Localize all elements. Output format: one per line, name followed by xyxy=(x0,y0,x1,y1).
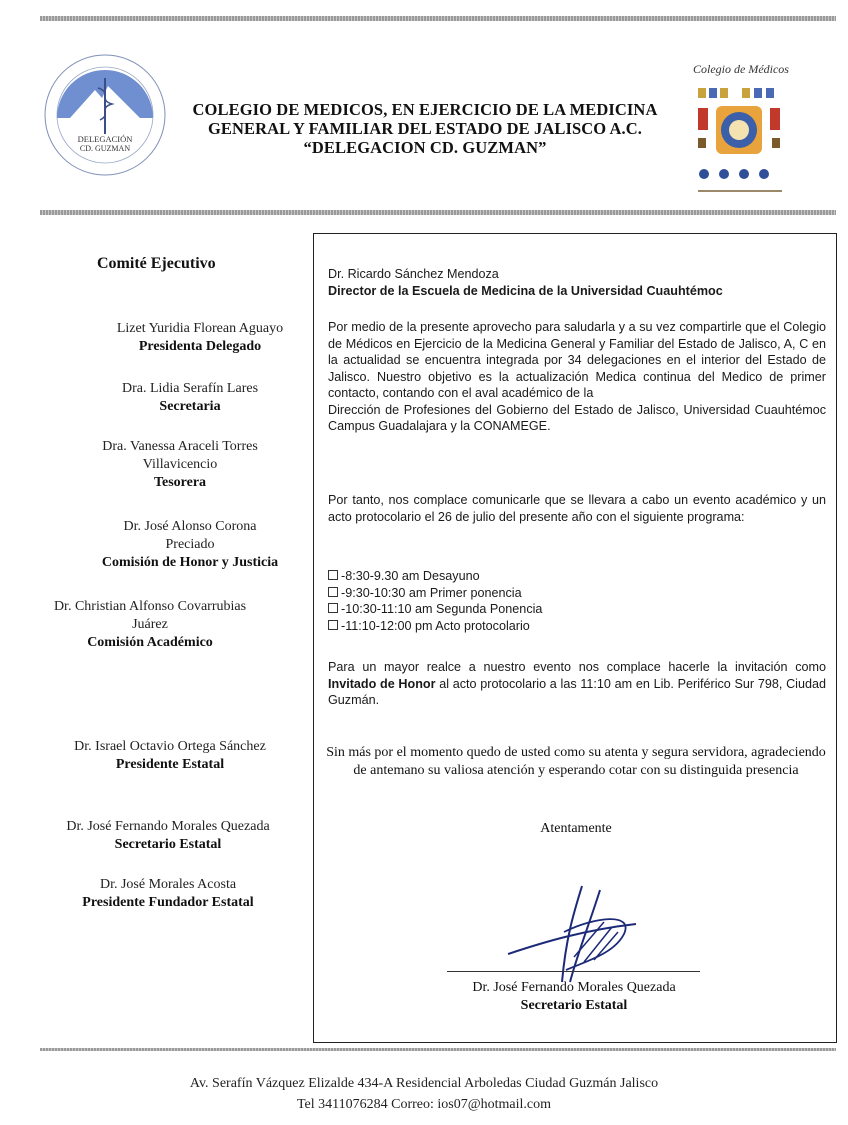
checkbox-icon xyxy=(328,570,338,580)
addressee-block xyxy=(328,266,826,299)
committee-member xyxy=(0,598,300,652)
title-line: COLEGIO DE MEDICOS, EN EJERCICIO DE LA MEDICINA xyxy=(192,100,658,119)
svg-text:CD. GUZMAN: CD. GUZMAN xyxy=(79,144,131,153)
checkbox-icon xyxy=(328,587,338,597)
title-line: “DELEGACION CD. GUZMAN” xyxy=(303,138,547,157)
sign-off: Atentamente xyxy=(540,821,612,836)
program-item: -8:30-9.30 am Desayuno xyxy=(328,568,826,585)
signature-line xyxy=(447,971,700,972)
member-name: Dr. Israel Octavio Ortega Sánchez xyxy=(74,739,266,754)
svg-text:DELEGACIÓN: DELEGACIÓN xyxy=(77,134,133,144)
member-name: Dr. Christian Alfonso Covarrubias xyxy=(53,599,247,614)
invitation-paragraph: Para un mayor realce a nuestro evento nos complace hacerle la invitación como Invitado de Honor al acto protocolario a las 11:10 am en Lib. Periférico Sur 798, Ciudad Guzmán. xyxy=(328,660,826,707)
intro-paragraph xyxy=(328,319,826,435)
member-role: Comisión de Honor y Justicia xyxy=(101,555,279,570)
event-paragraph: Por tanto, nos complace comunicarle que se llevara a cabo un evento académico y un acto protocolario el 26 de julio del presente año con el siguiente programa: xyxy=(328,493,826,524)
footer-divider xyxy=(40,1048,836,1051)
colegio-crest-icon xyxy=(694,82,786,200)
intro-text: Por medio de la presente aprovecho para saludarla y a su vez compartirle que el Colegio de Médicos en Ejercicio de la Medicina General y Familiar del Estado de Jalisco, A, C en la actualidad se encuentra integrada por 34 delegaciones en el interior del Estado de Jalisco. Nuestro objetivo es la actualización Medica continua del Medico de primer contacto, contando con el aval académico de la xyxy=(328,320,826,400)
committee-member xyxy=(20,738,320,774)
signer-name: Dr. José Fernando Morales Quezada xyxy=(472,980,676,995)
committee-member xyxy=(40,518,340,572)
checkbox-icon xyxy=(328,620,338,630)
member-name: Dr. José Morales Acosta xyxy=(99,877,237,892)
guest-of-honor-text: Invitado de Honor xyxy=(328,676,436,691)
member-role: Presidenta Delegado xyxy=(138,339,262,354)
committee-member xyxy=(30,438,330,492)
member-role: Secretario Estatal xyxy=(114,837,222,852)
member-name: Dra. Lidia Serafín Lares xyxy=(121,381,259,396)
member-role: Presidente Fundador Estatal xyxy=(82,895,254,910)
header-divider xyxy=(40,210,836,215)
footer-contact: Tel 3411076284 Correo: ios07@hotmail.com xyxy=(296,1097,552,1112)
member-role: Comisión Académico xyxy=(87,635,213,650)
member-name: Dr. José Alonso Corona xyxy=(123,519,257,534)
committee-member xyxy=(18,818,318,854)
addressee-name: Dr. Ricardo Sánchez Mendoza xyxy=(328,267,499,281)
committee-member xyxy=(18,876,318,912)
member-role: Presidente Estatal xyxy=(115,757,225,772)
closing-paragraph: Sin más por el momento quedo de usted como su atenta y segura servidora, agradeciendo de antemano su valiosa atención y esperando cotar con su distinguida presencia xyxy=(326,745,826,778)
member-name: Lizet Yuridia Florean Aguayo xyxy=(116,321,284,336)
footer-address: Av. Serafín Vázquez Elizalde 434-A Residencial Arboledas Ciudad Guzmán Jalisco xyxy=(189,1076,659,1091)
footer xyxy=(0,1073,848,1115)
top-divider xyxy=(40,16,836,21)
program-item: -11:10-12:00 pm Acto protocolario xyxy=(328,618,826,635)
member-name: Dr. José Fernando Morales Quezada xyxy=(66,819,270,834)
delegacion-logo-icon xyxy=(40,50,170,180)
member-name: Dra. Vanessa Araceli Torres xyxy=(102,439,258,454)
addressee-title: Director de la Escuela de Medicina de la Universidad Cuauhtémoc xyxy=(328,283,723,298)
committee-heading: Comité Ejecutivo xyxy=(97,255,216,272)
member-name: Juárez xyxy=(132,617,168,632)
title-line: GENERAL Y FAMILIAR DEL ESTADO DE JALISCO A.C. xyxy=(207,119,643,138)
signer-block xyxy=(424,979,724,1015)
checkbox-icon xyxy=(328,603,338,613)
crest-caption: Colegio de Médicos xyxy=(693,62,789,76)
organization-title xyxy=(170,100,680,157)
member-role: Secretaria xyxy=(159,399,221,414)
program-item: -10:30-11:10 am Segunda Ponencia xyxy=(328,601,826,618)
committee-member xyxy=(40,380,340,416)
signer-title: Secretario Estatal xyxy=(520,998,628,1013)
letter-body xyxy=(313,233,837,1043)
committee-member xyxy=(50,320,350,356)
member-role: Tesorera xyxy=(153,475,207,490)
member-name: Preciado xyxy=(165,537,215,552)
program-list xyxy=(328,568,826,634)
program-item: -9:30-10:30 am Primer ponencia xyxy=(328,585,826,602)
member-name: Villavicencio xyxy=(142,457,218,472)
intro-text-continued: Dirección de Profesiones del Gobierno del Estado de Jalisco, Universidad Cuauhtémoc Campus Guadalajara y la CONAMEGE. xyxy=(328,402,826,433)
